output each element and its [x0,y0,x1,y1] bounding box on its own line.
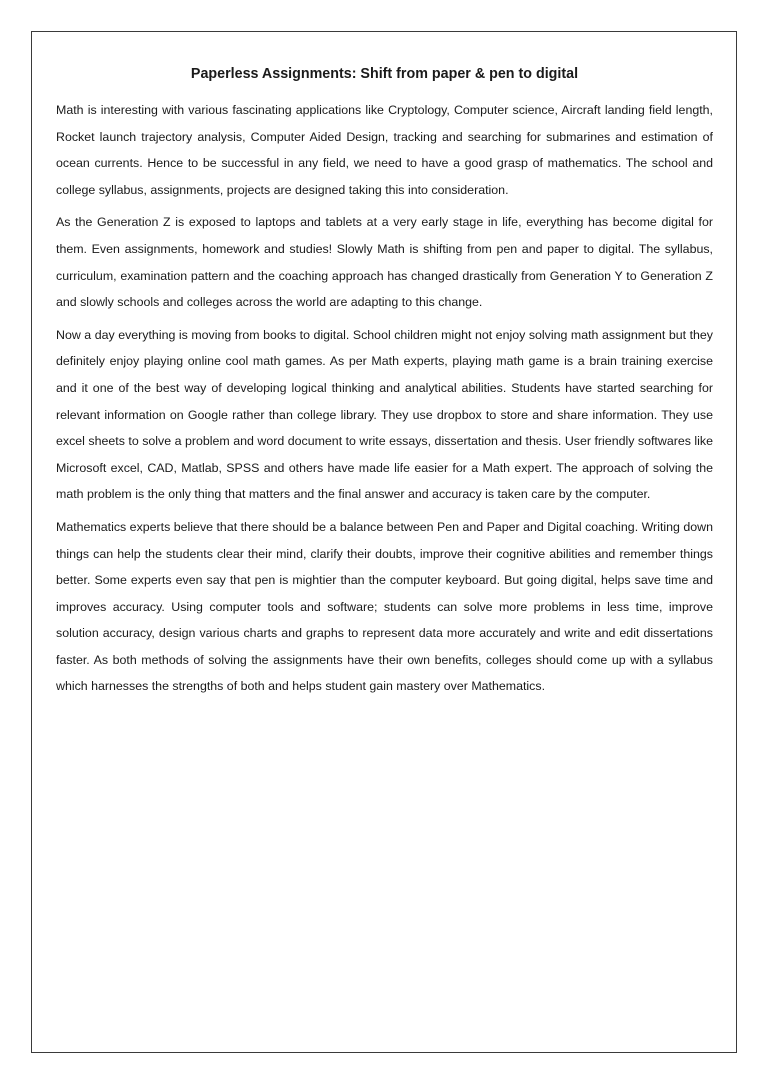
paragraph-balance: Mathematics experts believe that there should be a balance between Pen and Paper and Digital coaching. Writing down things can help the students clear their mind, clarify their doubts, improve their cognitive abilities and remember things better. Some experts even say that pen is mightier than the computer keyboard. But going digital, helps save time and improves accuracy. Using computer tools and software; students can solve more problems in less time, improve solution accuracy, design various charts and graphs to represent data more accurately and write and edit dissertations faster. As both methods of solving the assignments have their own benefits, colleges should come up with a syllabus which harnesses the strengths of both and helps student gain mastery over Mathematics. [56,519,713,694]
paragraph-generation-z: As the Generation Z is exposed to laptops and tablets at a very early stage in life, everything has become digital for them. Even assignments, homework and studies! Slowly Math is shifting from pen and paper to digital. The syllabus, curriculum, examination pattern and the coaching approach has changed drastically from Generation Y to Generation Z and slowly schools and colleges across the world are adapting to this change. [56,215,713,310]
paragraph-intro: Math is interesting with various fascinating applications like Cryptology, Computer science, Aircraft landing field length, Rocket launch trajectory analysis, Computer Aided Design, tracking and searching for submarines and estimation of ocean currents. Hence to be successful in any field, we need to have a good grasp of mathematics. The school and college syllabus, assignments, projects are designed taking this into consideration. [56,103,713,197]
document-body [56,64,713,706]
document-title: Paperless Assignments: Shift from paper & pen to digital [190,66,579,82]
paragraph-digital-shift: Now a day everything is moving from books to digital. School children might not enjoy solving math assignment but they definitely enjoy playing online cool math games. As per Math experts, playing math game is a brain training exercise and it one of the best way of developing logical thinking and analytical abilities. Students have started searching for relevant information on Google rather than college library. They use dropbox to store and share information. They use excel sheets to solve a problem and word document to write essays, dissertation and thesis. User friendly softwares like Microsoft excel, CAD, Matlab, SPSS and others have made life easier for a Math expert. The approach of solving the math problem is the only thing that matters and the final answer and accuracy is taken care by the computer. [56,327,713,502]
